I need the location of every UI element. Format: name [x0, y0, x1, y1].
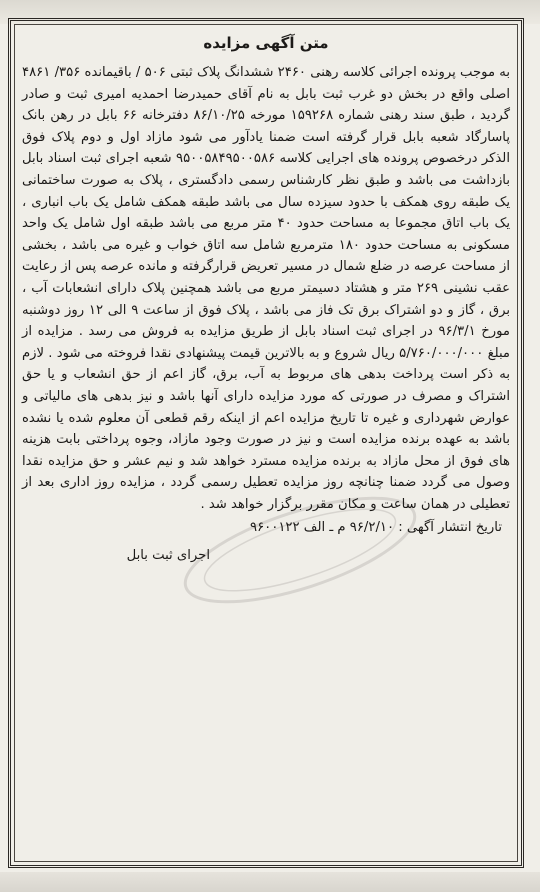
- auction-notice: [22, 30, 510, 567]
- notice-title: متن آگهی مزایده: [203, 34, 329, 52]
- notice-body: به موجب پرونده اجرائی کلاسه رهنی ۲۴۶۰ ششدانگ پلاک ثبتی ۵۰۶ / باقیمانده ۳۵۶/ ۴۸۶۱ اصلی واقع در بخش دو غرب ثبت بابل به نام آقای حمیدرضا احمدیه امیری ثبت و صادر گردید ، طبق سند رهنی شماره ۱۵۹۲۶۸ مورخه ۸۶/۱۰/۲۵ دفترخانه ۶۶ بابل در رهن بانک پاسارگاد شعبه بابل قرار گرفته است ضمنا یادآور می شود مازاد اول و دوم پلاک فوق الذکر درخصوص پرونده های اجرایی کلاسه ۹۵۰۰۵۸۴۹۵۰۰۵۸۶ شعبه اجرای ثبت اسناد بابل بازداشت می باشد و طبق نظر کارشناس رسمی دادگستری ، پلاک به صورت ساختمانی یک طبقه روی همکف با حدود سیزده سال می باشد طبقه همکف شامل یک باب انباری ، یک باب اتاق مجموعا به مساحت حدود ۴۰ متر مربع می باشد طبقه اول شامل یک واحد مسکونی به مساحت حدود ۱۸۰ مترمربع شامل سه اتاق خواب و غیره می باشد ، بخشی از مساحت عرصه در ضلع شمال در مسیر تعریض قرارگرفته و مانده عرصه پس از رعایت عقب نشینی ۲۶۹ متر و هشتاد دسیمتر مربع می باشد همچنین پلاک دارای انشعابات آب ، برق ، گاز و دو اشتراک برق تک فاز می باشد ، پلاک فوق از ساعت ۹ الی ۱۲ روز دوشنبه مورخ ۹۶/۳/۱ در اجرای ثبت اسناد بابل از طریق مزایده به فروش می رسد . مزایده از مبلغ ۵/۷۶۰/۰۰۰/۰۰۰ ریال شروع و به بالاترین قیمت پیشنهادی نقدا فروخته می شود . لازم به ذکر است پرداخت بدهی های مربوط به آب، برق، گاز اعم از حق انشعاب و یا حق اشتراک و مصرف در صورتی که مورد مزایده دارای آنها باشد و نیز بدهی های مالیاتی و عوارض شهرداری و غیره تا تاریخ مزایده اعم از اینکه رقم قطعی آن معلوم شده یا نشده باشد به عهده برنده مزایده است و نیز در صورت وجود مازاد، وجوه پرداختی بابت هزینه های فوق از محل مازاد به برنده مزایده مسترد خواهد شد و نیم عشر و حق مزایده نقدا وصول می گردد ضمنا چنانچه روز مزایده تعطیل رسمی گردد ، مزایده روز اداری بعد از تعطیلی در همان ساعت و مکان مقرر برگزار خواهد شد .: [22, 65, 511, 512]
- page-bottom-edge: [0, 872, 540, 892]
- publication-date-line: تاریخ انتشار آگهی : ۹۶/۲/۱۰ م ـ الف ۹۶۰۰۱۲۲: [250, 520, 502, 536]
- issuer-signature: اجرای ثبت بابل: [126, 548, 210, 564]
